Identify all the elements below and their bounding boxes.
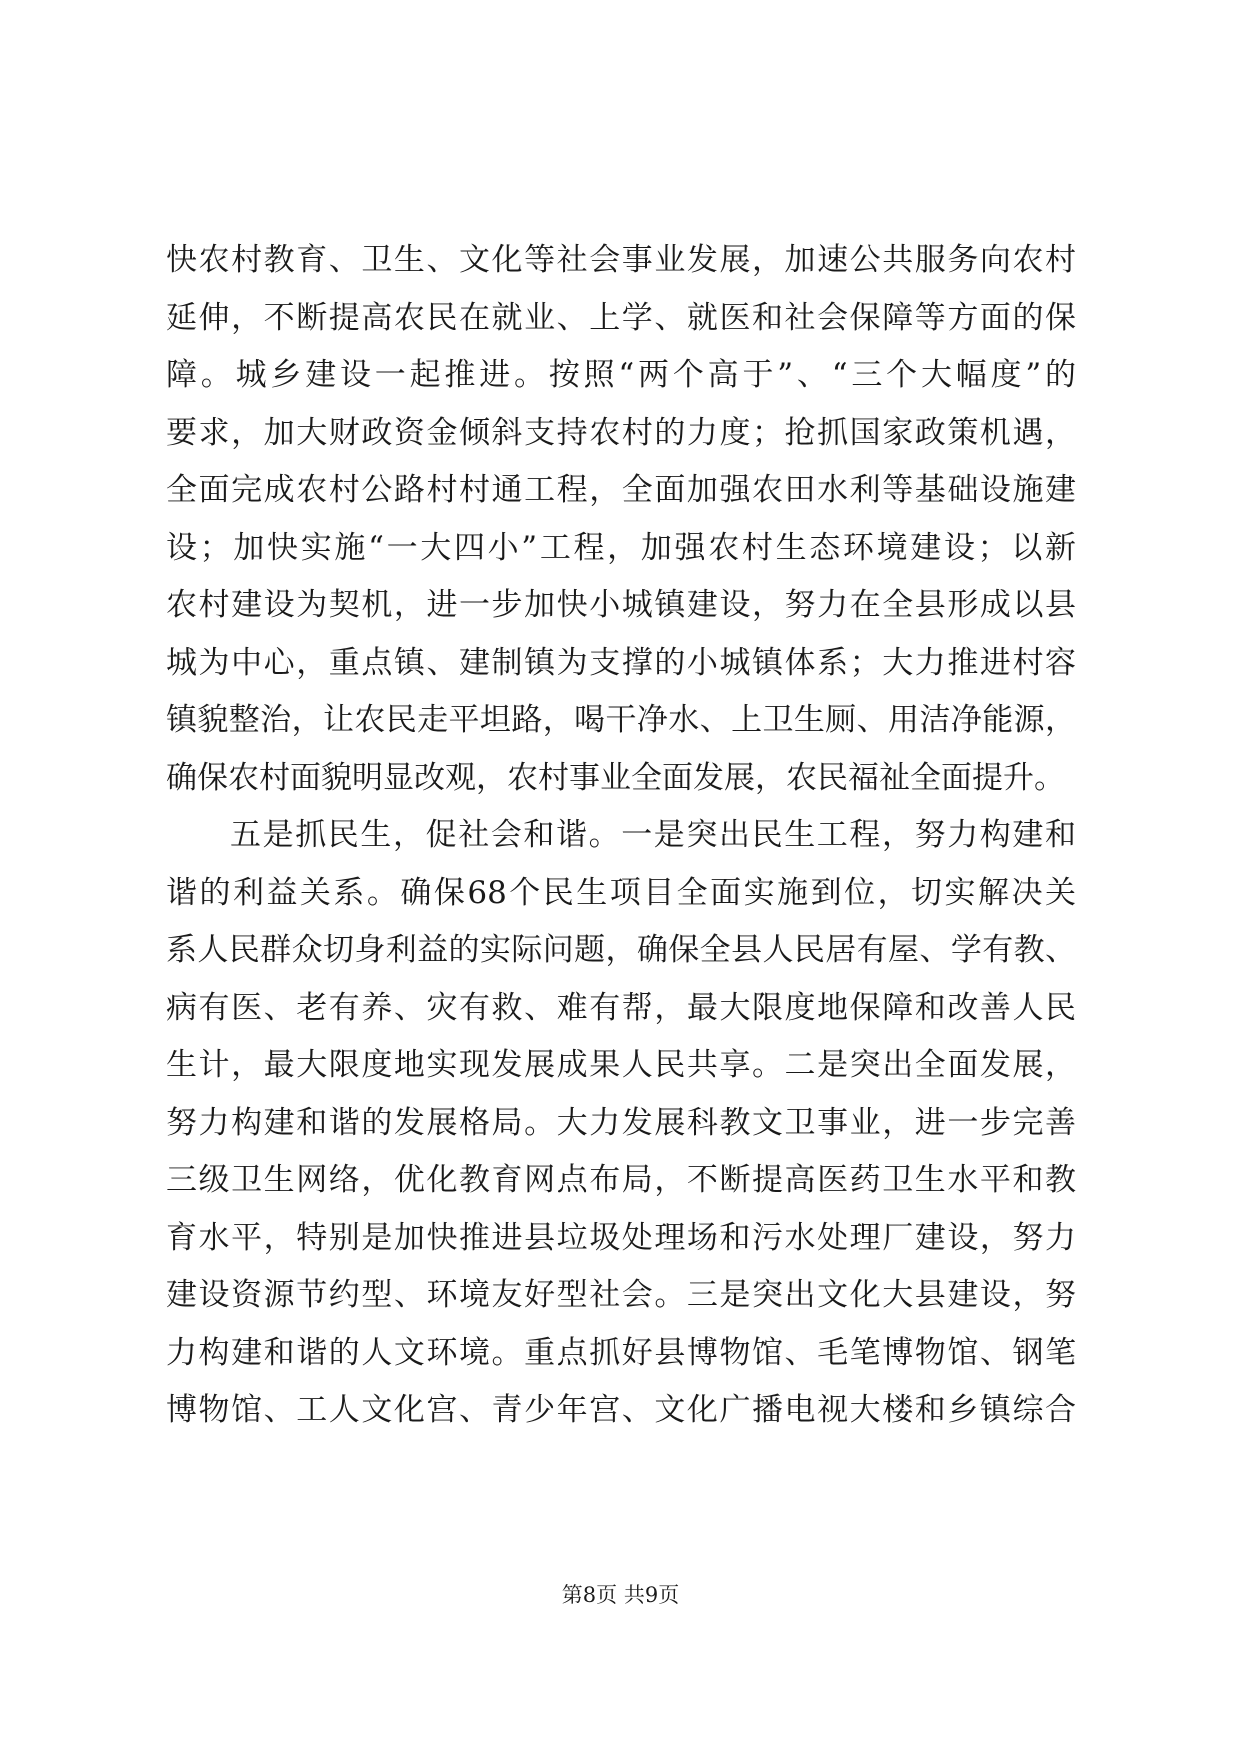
- text-line: 五是抓民生，促社会和谐。一是突出民生工程，努力构建和: [230, 817, 1076, 853]
- text-line: 力构建和谐的人文环境。重点抓好县博物馆、毛笔博物馆、钢笔: [166, 1334, 1076, 1371]
- text-line: 生计，最大限度地实现发展成果人民共享。二是突出全面发展，: [166, 1047, 1076, 1083]
- text-line: 城为中心，重点镇、建制镇为支撑的小城镇体系；大力推进村容: [166, 644, 1076, 681]
- text-line: 努力构建和谐的发展格局。大力发展科教文卫事业，进一步完善: [166, 1104, 1076, 1141]
- text-line: 三级卫生网络，优化教育网点布局，不断提高医药卫生水平和教: [166, 1162, 1076, 1198]
- text-line: 障。城乡建设一起推进。按照“两个高于”、“三个大幅度”的: [166, 357, 1076, 393]
- text-line: 博物馆、工人文化宫、青少年宫、文化广播电视大楼和乡镇综合: [166, 1392, 1076, 1428]
- text-line: 全面完成农村公路村村通工程，全面加强农田水利等基础设施建: [166, 472, 1076, 508]
- paragraph-continuation: [166, 232, 1076, 807]
- text-line: 系人民群众切身利益的实际问题，确保全县人民居有屋、学有教、: [166, 932, 1076, 968]
- document-body: [166, 232, 1076, 1440]
- text-line: 要求，加大财政资金倾斜支持农村的力度；抢抓国家政策机遇，: [166, 414, 1076, 451]
- page-number-footer: 第8页 共9页: [561, 1583, 680, 1607]
- text-line: 设；加快实施“一大四小”工程，加强农村生态环境建设；以新: [166, 529, 1076, 566]
- text-line: 谐的利益关系。确保68个民生项目全面实施到位，切实解决关: [166, 874, 1076, 911]
- text-line: 建设资源节约型、环境友好型社会。三是突出文化大县建设，努: [166, 1277, 1076, 1313]
- text-line: 快农村教育、卫生、文化等社会事业发展，加速公共服务向农村: [166, 242, 1076, 278]
- text-line: 确保农村面貌明显改观，农村事业全面发展，农民福祉全面提升。: [166, 759, 1065, 796]
- text-line: 育水平，特别是加快推进县垃圾处理场和污水处理厂建设，努力: [166, 1219, 1076, 1256]
- text-line: 农村建设为契机，进一步加快小城镇建设，努力在全县形成以县: [166, 587, 1076, 623]
- text-line: 镇貌整治，让农民走平坦路，喝干净水、上卫生厕、用洁净能源，: [166, 702, 1076, 738]
- paragraph-livelihood: [166, 807, 1076, 1440]
- text-line: 延伸，不断提高农民在就业、上学、就医和社会保障等方面的保: [166, 299, 1076, 336]
- text-line: 病有医、老有养、灾有救、难有帮，最大限度地保障和改善人民: [166, 989, 1076, 1026]
